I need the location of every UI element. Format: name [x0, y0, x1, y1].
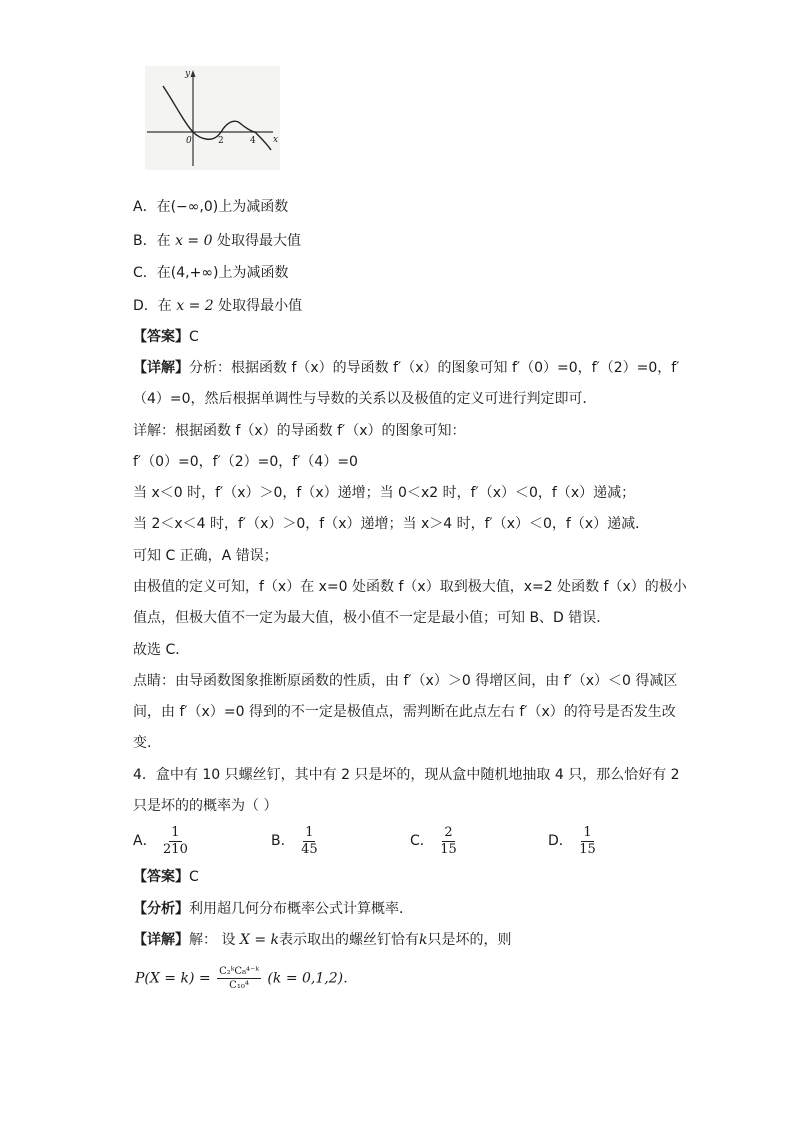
q3-detail-line-2: （4）=0，然后根据单调性与导数的关系以及极值的定义可进行判定即可． — [133, 391, 597, 407]
q4-analysis — [133, 899, 413, 919]
q3-detail-line-9: 值点，但极大值不一定为最大值，极小值不一定是最小值；可知 B、D 错误． — [133, 610, 611, 626]
q4-analysis-tag: 【分析】 — [133, 901, 189, 917]
q4-answer — [133, 867, 199, 887]
q4-option-d-label: D． — [548, 833, 573, 849]
q4-option-c-numerator: 2 — [444, 824, 453, 840]
q4-option-c-fraction — [438, 825, 459, 858]
q3-option-b-post: 处取得最大值 — [216, 233, 301, 249]
q4-option-d-numerator: 1 — [583, 824, 592, 840]
q4-detail-math: X = k — [239, 932, 279, 948]
q3-detail-line-10: 故选 C． — [133, 642, 190, 658]
q3-detail-line-4: f′（0）=0，f′（2）=0，f′（4）=0 — [133, 454, 358, 470]
q3-detail-line-3: 详解：根据函数 f（x）的导函数 f′（x）的图象可知： — [133, 423, 466, 439]
q4-option-a-numerator: 1 — [171, 824, 180, 840]
formula-denominator: C₁₀⁴ — [229, 980, 249, 991]
q3-detail-line-7: 可知 C 正确，A 错误； — [133, 548, 278, 564]
q3-option-b-pre: B．在 — [133, 233, 171, 249]
q3-option-d — [133, 296, 302, 316]
q3-option-d-post: 处取得最小值 — [218, 298, 303, 314]
q4-option-c-label: C． — [410, 833, 434, 849]
q3-option-c: C．在(4,+∞)上为减函数 — [133, 265, 289, 281]
q4-analysis-text: 利用超几何分布概率公式计算概率． — [189, 901, 413, 917]
q4-probability-formula — [135, 965, 357, 992]
q3-detail-line-12: 间，由 f′（x）=0 得到的不一定是极值点，需判断在此点左右 f′（x）的符号是否发生改 — [133, 704, 676, 720]
q4-answer-value: C — [189, 869, 199, 885]
q3-option-b-math: x = 0 — [175, 233, 213, 249]
origin-label: 0 — [186, 136, 192, 146]
q3-detail-line-1 — [133, 358, 679, 378]
q4-option-b-numerator: 1 — [305, 824, 314, 840]
q3-detail-line-8: 由极值的定义可知，f（x）在 x=0 处函数 f（x）取到极大值，x=2 处函数 f（x）的极小 — [133, 579, 687, 595]
derivative-graph-figure — [145, 66, 280, 170]
q4-detail-post: 只是坏的，则 — [427, 932, 512, 948]
q3-detail-tag: 【详解】 — [133, 360, 189, 376]
q4-option-b-fraction — [299, 825, 320, 858]
q4-option-c — [410, 823, 459, 859]
q4-option-a-fraction — [161, 825, 190, 858]
q4-option-d-fraction — [577, 825, 598, 858]
q3-detail-line-5: 当 x＜0 时，f′（x）＞0，f（x）递增；当 0＜x2 时，f′（x）＜0，f（x）递减； — [133, 485, 636, 501]
q4-option-b — [271, 823, 320, 859]
q4-option-b-denominator: 45 — [301, 841, 318, 857]
q4-detail-tag: 【详解】 — [133, 932, 189, 948]
q4-option-a-denominator: 210 — [163, 841, 188, 857]
q4-option-a — [133, 823, 190, 859]
q3-detail-line-11: 点睛：由导函数图象推断原函数的性质，由 f′（x）＞0 得增区间，由 f′（x）＜0 得减区 — [133, 673, 678, 689]
q3-answer — [133, 327, 199, 347]
formula-numerator: C₂ᵏC₈⁴⁻ᵏ — [219, 966, 259, 977]
q3-option-a: A．在(−∞,0)上为减函数 — [133, 199, 289, 215]
q3-detail-line-13: 变. — [133, 735, 152, 751]
q3-answer-value: C — [189, 329, 199, 345]
q4-stem-line-1: 4．盒中有 10 只螺丝钉，其中有 2 只是坏的，现从盒中随机地抽取 4 只，那么恰好有 2 — [133, 767, 680, 783]
q3-detail-line-6: 当 2＜x＜4 时，f′（x）＞0，f（x）递增；当 x＞4 时，f′（x）＜0，f（x）递减． — [133, 516, 650, 532]
figure-background — [145, 66, 280, 170]
formula-fraction — [217, 965, 261, 992]
formula-rhs: (k = 0,1,2)． — [267, 970, 358, 987]
y-label: y — [185, 69, 191, 79]
formula-lhs: P(X = k) = — [135, 970, 211, 987]
q4-option-a-label: A． — [133, 833, 157, 849]
q3-option-d-pre: D．在 — [133, 298, 172, 314]
q4-option-d — [548, 823, 598, 859]
q3-detail-text-1: 分析：根据函数 f（x）的导函数 f′（x）的图象可知 f′（0）=0，f′（2）=0，f′ — [189, 360, 680, 376]
q4-option-c-denominator: 15 — [440, 841, 457, 857]
q4-detail-k: k — [419, 932, 428, 948]
q4-option-b-label: B． — [271, 833, 295, 849]
tick-4-label: 4 — [250, 136, 256, 146]
q4-detail-pre: 解： 设 — [189, 932, 236, 948]
x-label: x — [273, 135, 279, 145]
q3-answer-tag: 【答案】 — [133, 329, 189, 345]
q4-stem-line-2: 只是坏的的概率为（ ） — [133, 798, 278, 814]
q3-option-d-math: x = 2 — [176, 298, 214, 314]
q4-detail-mid: 表示取出的螺丝钉恰有 — [279, 932, 419, 948]
q4-detail — [133, 930, 511, 950]
q4-option-d-denominator: 15 — [579, 841, 596, 857]
q3-option-b — [133, 231, 301, 251]
tick-2-label: 2 — [218, 136, 224, 146]
q4-answer-tag: 【答案】 — [133, 869, 189, 885]
